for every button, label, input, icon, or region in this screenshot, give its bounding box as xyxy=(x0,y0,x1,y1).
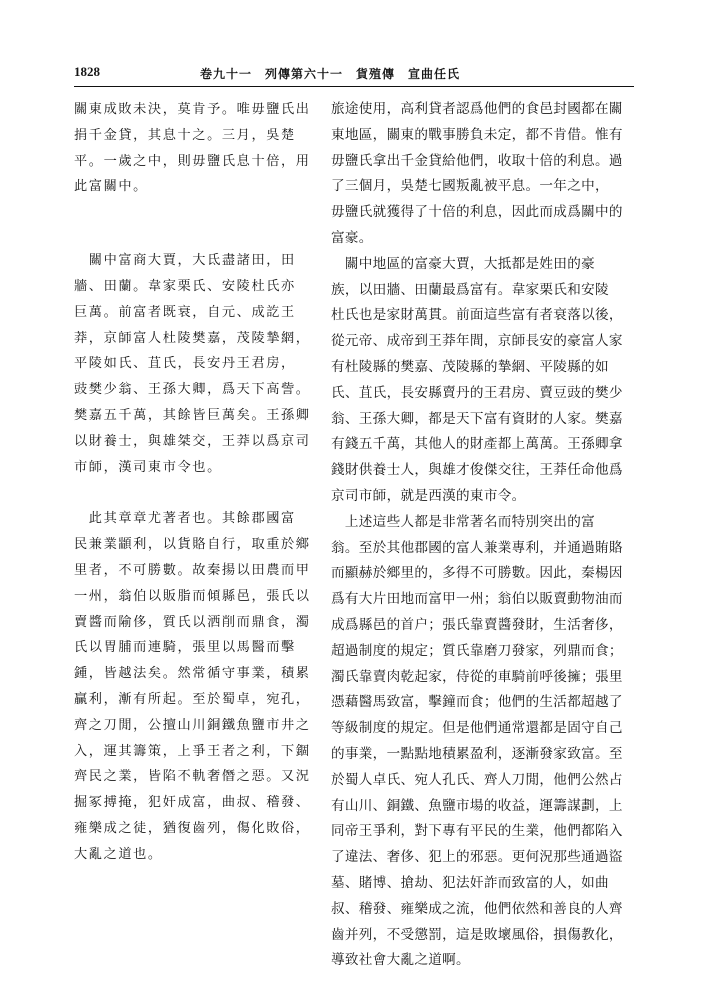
translation-column xyxy=(331,97,636,974)
text-line: 賣醬而隃侈，質氏以洒削而鼎食，濁 xyxy=(74,614,311,630)
text-line: 從元帝、成帝到王莽年間，京師長安的豪富人家 xyxy=(331,333,623,350)
text-line: 贏利，漸有所起。至於蜀卓，宛孔， xyxy=(74,691,311,707)
text-line: 鍾，皆越法矣。然常循守事業，積累 xyxy=(74,666,311,682)
text-line: 關中地區的富豪大賈，大抵都是姓田的豪 xyxy=(331,255,595,272)
text-line: 有山川、銅鐵、魚鹽市場的收益，運籌謀劃，上 xyxy=(331,797,623,814)
paragraph-gap xyxy=(74,480,300,506)
text-line: 關東成敗未決，莫肯予。唯毋鹽氏出 xyxy=(74,102,311,117)
text-line: 了違法、奢侈、犯上的邪惡。更何況那些通過盜 xyxy=(331,849,623,866)
text-line: 雍樂成之徒，猶復齒列，傷化敗俗， xyxy=(74,820,311,836)
original-paragraph xyxy=(74,506,311,867)
text-line: 族，以田牆、田蘭最爲富有。韋家栗氏和安陵 xyxy=(331,281,609,298)
text-line: 導致社會大亂之道啊。 xyxy=(331,952,470,969)
page-header xyxy=(74,64,634,86)
text-line: 入，運其籌策，上爭王者之利，下錮 xyxy=(74,743,311,759)
page-number: 1828 xyxy=(74,64,100,79)
text-line: 同帝王爭利，對下專有平民的生業，他們都陷入 xyxy=(331,823,623,840)
text-line: 牆、田蘭。韋家栗氏、安陵杜氏亦 xyxy=(74,278,296,294)
text-line: 豉樊少翁、王孫大卿，爲天下高訾。 xyxy=(74,382,311,398)
text-line: 掘冢搏掩，犯奸成富，曲叔、稽發、 xyxy=(74,795,311,811)
text-line: 大亂之道也。 xyxy=(74,846,163,862)
text-line: 有杜陵縣的樊嘉、茂陵縣的摯網、平陵縣的如 xyxy=(331,358,609,375)
text-line: 超過制度的規定；質氏靠磨刀發家，列鼎而食； xyxy=(331,642,623,659)
text-line: 樊嘉五千萬，其餘皆巨萬矣。王孫卿 xyxy=(74,407,311,423)
text-line: 此富關中。 xyxy=(74,179,148,195)
text-line: 叔、稽發、雍樂成之流，他們依然和善良的人齊 xyxy=(331,900,623,917)
text-line: 而顯赫於鄉里的，多得不可勝數。因此，秦楊因 xyxy=(331,565,623,582)
text-line: 杜氏也是家財萬貫。前面這些富有者衰落以後， xyxy=(331,307,623,324)
text-line: 平陵如氏、苴氏，長安丹王君房， xyxy=(74,356,296,372)
text-line: 巨萬。前富者既衰，自元、成訖王 xyxy=(74,304,296,320)
text-line: 平。一歲之中，則毋鹽氏息十倍，用 xyxy=(74,153,311,169)
text-line: 成爲縣邑的首户；張氏靠賣醬發財，生活奢侈， xyxy=(331,616,623,633)
translation-paragraph xyxy=(331,510,636,974)
text-line: 濁氏靠賣肉乾起家，侍從的車騎前呼後擁；張里 xyxy=(331,668,623,685)
original-paragraph xyxy=(74,248,311,480)
text-line: 民兼業顓利，以貨賂自行，取重於鄉 xyxy=(74,537,311,553)
text-line: 此其章章尤著者也。其餘郡國富 xyxy=(74,511,296,527)
text-line: 墓、賭博、搶劫、犯法奸詐而致富的人，如曲 xyxy=(331,874,609,891)
text-line: 一州，翁伯以販脂而傾縣邑，張氏以 xyxy=(74,588,311,604)
text-line: 京司市師，就是西漢的東市令。 xyxy=(331,487,526,504)
text-line: 富豪。 xyxy=(331,229,373,246)
text-line: 市師，漢司東市令也。 xyxy=(74,459,222,475)
translation-paragraph xyxy=(331,252,636,510)
paragraph-gap xyxy=(74,200,300,248)
text-line: 關中富商大賈，大氐盡諸田，田 xyxy=(74,253,296,269)
text-line: 以財養士，與雄桀交，王莽以爲京司 xyxy=(74,433,311,449)
header-rule xyxy=(74,86,634,87)
text-line: 毋鹽氏就獲得了十倍的利息，因此而成爲關中的 xyxy=(331,204,623,221)
text-line: 了三個月，吳楚七國叛亂被平息。一年之中， xyxy=(331,178,609,195)
text-line: 齊之刀閒，公擅山川銅鐵魚鹽市井之 xyxy=(74,717,311,733)
text-line: 里者，不可勝數。故秦揚以田農而甲 xyxy=(74,562,311,578)
text-line: 東地區，關東的戰事勝負未定，都不肯借。惟有 xyxy=(331,126,623,143)
text-line: 齊民之業，皆陷不軌奢僭之惡。又況 xyxy=(74,769,311,785)
text-line: 莽，京師富人杜陵樊嘉，茂陵摯網， xyxy=(74,330,311,346)
text-line: 翁、王孫大卿，都是天下富有資財的人家。樊嘉 xyxy=(331,410,623,427)
text-line: 憑藉醫馬致富，擊鐘而食；他們的生活都超越了 xyxy=(331,694,623,711)
text-line: 錢財供養士人，與雄才俊傑交往，王莽任命他爲 xyxy=(331,462,623,479)
text-line: 有錢五千萬，其他人的財產都上萬萬。王孫卿拿 xyxy=(331,436,623,453)
running-head: 卷九十一 列傳第六十一 貨殖傳 宣曲任氏 xyxy=(200,67,461,81)
text-line: 上述這些人都是非常著名而特別突出的富 xyxy=(331,513,595,530)
text-line: 旅途使用，高利貸者認爲他們的食邑封國都在關 xyxy=(331,101,623,117)
original-paragraph xyxy=(74,97,311,200)
text-line: 氏以胃脯而連騎，張里以馬醫而擊 xyxy=(74,640,296,656)
translation-paragraph xyxy=(331,97,636,252)
text-line: 等級制度的規定。但是他們通常還都是固守自己 xyxy=(331,720,623,737)
text-line: 齒并列，不受懲罰，這是敗壞風俗，損傷教化， xyxy=(331,926,623,943)
text-line: 翁。至於其他郡國的富人兼業專利，并通過賄賂 xyxy=(331,539,623,556)
text-line: 於蜀人卓氏、宛人孔氏、齊人刀閒，他們公然占 xyxy=(331,771,623,788)
text-line: 氏、苴氏，長安縣賣丹的王君房、賣豆豉的樊少 xyxy=(331,384,623,401)
text-line: 爲有大片田地而富甲一州；翁伯以販賣動物油而 xyxy=(331,591,623,608)
original-text-column xyxy=(74,97,311,868)
text-line: 的事業，一點點地積累盈利，逐漸發家致富。至 xyxy=(331,745,623,762)
text-line: 捐千金貸，其息十之。三月，吳楚 xyxy=(74,127,296,143)
text-line: 毋鹽氏拿出千金貸給他們，收取十倍的利息。過 xyxy=(331,152,623,169)
